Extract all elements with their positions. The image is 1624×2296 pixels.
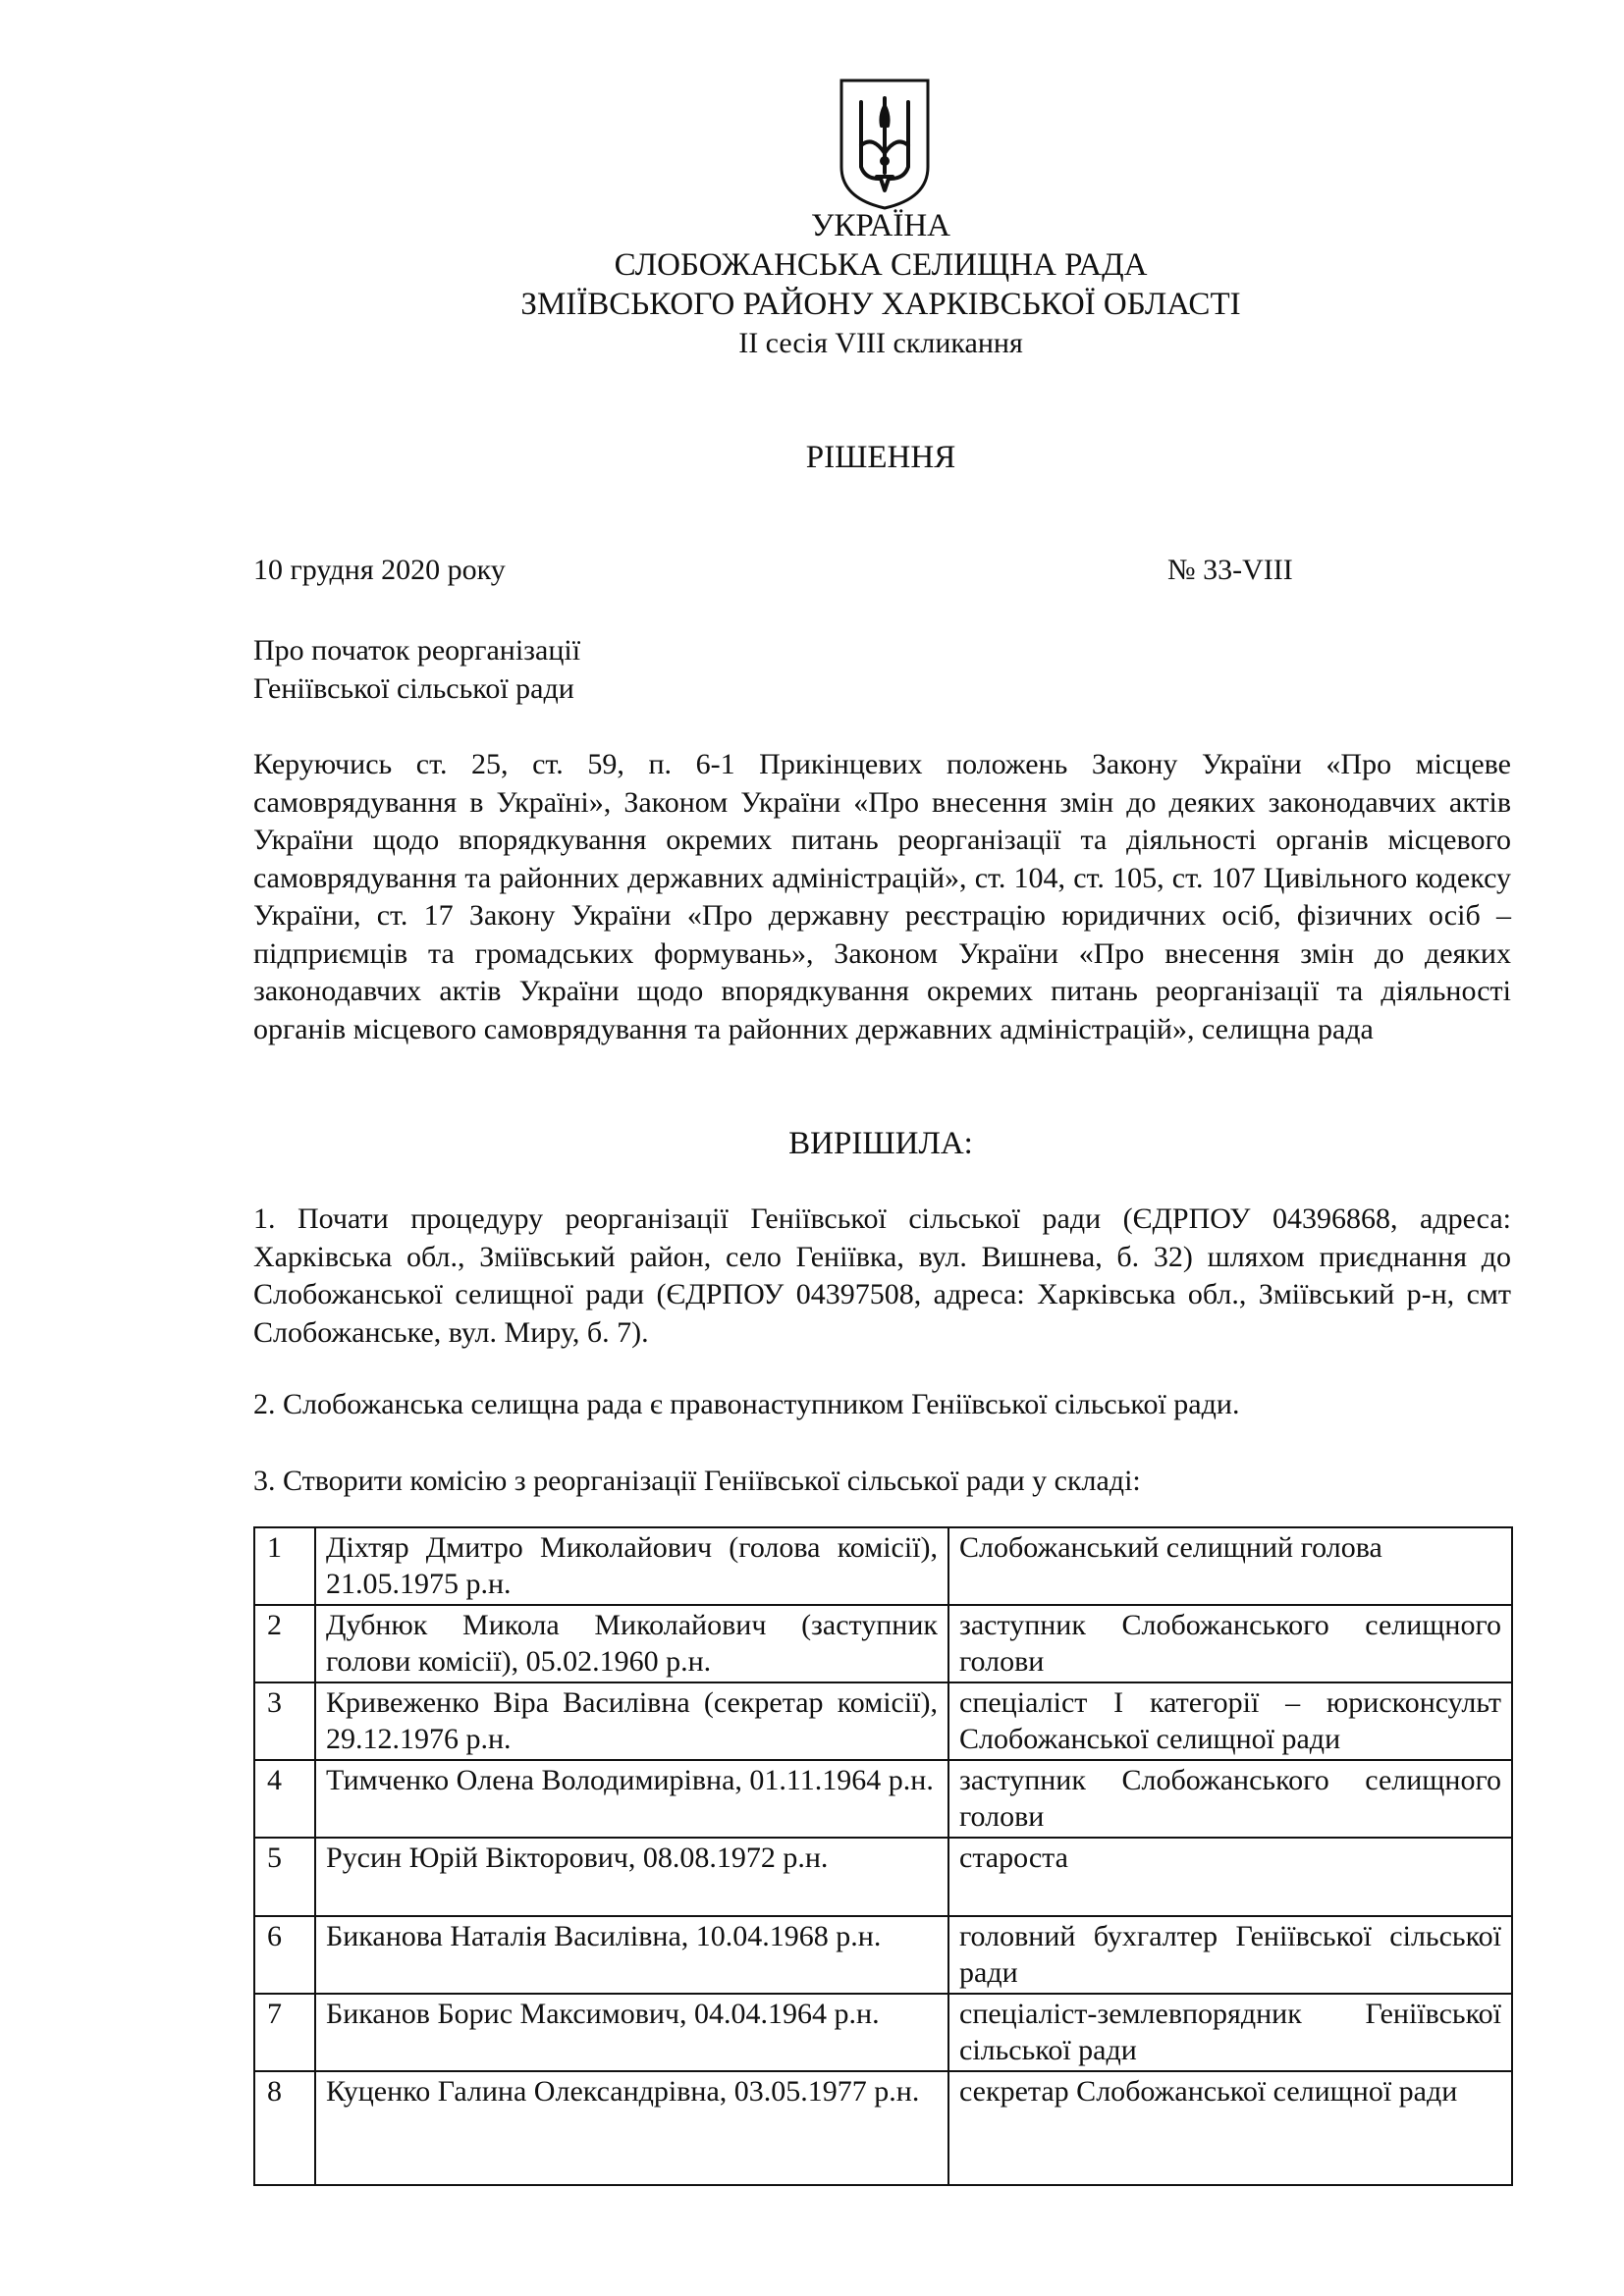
member-number: 1 [254, 1527, 315, 1605]
table-row [254, 1760, 1512, 1838]
member-name: Дубнюк Микола Миколайович (заступник голови комісії), 05.02.1960 р.н. [315, 1605, 948, 1682]
member-position: головний бухгалтер Геніївської сільської ради [948, 1916, 1512, 1994]
session-info: ІІ сесія VIII скликання [738, 327, 1023, 359]
decision-item-3: 3. Створити комісію з реорганізації Геніївської сільської ради у складі: [253, 1465, 1141, 1497]
member-position: заступник Слобожанського селищного голови [948, 1760, 1512, 1838]
member-number: 2 [254, 1605, 315, 1682]
member-number: 5 [254, 1838, 315, 1916]
member-name: Діхтяр Дмитро Миколайович (голова комісії), 21.05.1975 р.н. [315, 1527, 948, 1605]
preamble-paragraph: Керуючись ст. 25, ст. 59, п. 6-1 Прикінцевих положень Закону України «Про місцеве самоврядування в Україні», Законом України «Про внесення змін до деяких законодавчих актів України щодо впорядкування окремих питань реорганізації та діяльності органів місцевого самоврядування та районних державних адміністрацій», ст. 104, ст. 105, ст. 107 Цивільного кодексу України, ст. 17 Закону України «Про державну реєстрацію юридичних осіб, фізичних осіб – підприємців та громадських формувань», Законом України «Про внесення змін до деяких законодавчих актів України щодо впорядкування окремих питань реорганізації та діяльності органів місцевого самоврядування та районних державних адміністрацій», селищна рада [253, 748, 1511, 1045]
subject-line-1: Про початок реорганізації [253, 634, 581, 667]
member-position: спеціаліст-землевпорядник Геніївської сільської ради [948, 1994, 1512, 2071]
resolved-heading: ВИРІШИЛА: [788, 1126, 973, 1161]
subject-line-2: Геніївської сільської ради [253, 672, 574, 705]
member-number: 3 [254, 1682, 315, 1760]
table-row [254, 1838, 1512, 1916]
member-name: Кривеженко Віра Василівна (секретар комісії), 29.12.1976 р.н. [315, 1682, 948, 1760]
decision-number: № 33-VIII [1167, 554, 1293, 586]
member-position: спеціаліст І категорії – юрисконсульт Слобожанської селищної ради [948, 1682, 1512, 1760]
member-position: секретар Слобожанської селищної ради [948, 2071, 1512, 2185]
country-name: УКРАЇНА [811, 208, 950, 243]
member-name: Тимченко Олена Володимирівна, 01.11.1964 р.н. [315, 1760, 948, 1838]
district-name: ЗМІЇВСЬКОГО РАЙОНУ ХАРКІВСЬКОЇ ОБЛАСТІ [520, 287, 1241, 322]
member-number: 7 [254, 1994, 315, 2071]
table-row [254, 1994, 1512, 2071]
table-row [254, 2071, 1512, 2185]
member-position: заступник Слобожанського селищного голови [948, 1605, 1512, 1682]
table-row [254, 1682, 1512, 1760]
member-position: староста [948, 1838, 1512, 1916]
member-number: 6 [254, 1916, 315, 1994]
member-number: 8 [254, 2071, 315, 2185]
decision-date: 10 грудня 2020 року [253, 554, 506, 586]
member-name: Русин Юрій Вікторович, 08.08.1972 р.н. [315, 1838, 948, 1916]
decision-item-1: 1. Почати процедуру реорганізації Геніївської сільської ради (ЄДРПОУ 04396868, адреса: Харківська обл., Зміївський район, село Геніївка, вул. Вишнева, б. 32) шляхом приєднання до Слобожанської селищної ради (ЄДРПОУ 04397508, адреса: Харківська обл., Зміївський р-н, смт Слобожанське, вул. Миру, б. 7). [253, 1202, 1511, 1349]
member-position: Слобожанський селищний голова [948, 1527, 1512, 1605]
decision-item-2: 2. Слобожанська селищна рада є правонаступником Геніївської сільської ради. [253, 1388, 1240, 1420]
council-name: СЛОБОЖАНСЬКА СЕЛИЩНА РАДА [614, 247, 1148, 283]
table-row [254, 1605, 1512, 1682]
member-number: 4 [254, 1760, 315, 1838]
coat-of-arms-of-ukraine-icon [838, 77, 932, 212]
member-name: Биканов Борис Максимович, 04.04.1964 р.н. [315, 1994, 948, 2071]
member-name: Куценко Галина Олександрівна, 03.05.1977 р.н. [315, 2071, 948, 2185]
commission-members-table [253, 1526, 1513, 2186]
member-name: Биканова Наталія Василівна, 10.04.1968 р.н. [315, 1916, 948, 1994]
table-row [254, 1916, 1512, 1994]
table-row [254, 1527, 1512, 1605]
document-type: РІШЕННЯ [805, 440, 956, 475]
